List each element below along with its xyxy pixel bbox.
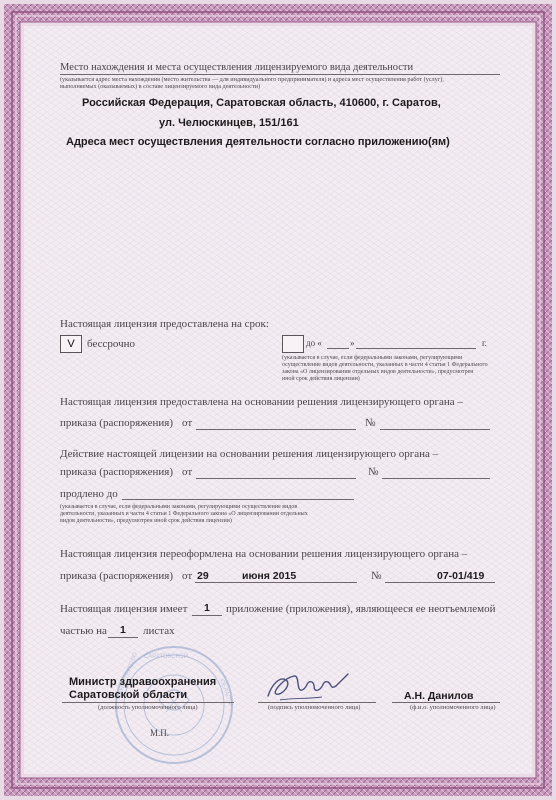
basis-label: Настоящая лицензия предоставлена на основании решения лицензирующего органа – [60, 396, 463, 408]
reissue-from: от [182, 570, 193, 582]
extension-order-label: приказа (распоряжения) [60, 466, 174, 478]
sign-caption: (подпись уполномоченного лица) [268, 704, 361, 711]
reissue-label: Настоящая лицензия переоформлена на основании решения лицензирующего органа – [60, 548, 468, 560]
reissue-month-year: июня 2015 [242, 570, 297, 582]
sheets-prefix: частью на [60, 625, 107, 637]
place-note-1: (указывается адрес места нахождения (место жительства — для индивидуального предпринимателя) и адреса мест осуществления работ (услуг), [60, 76, 444, 83]
appendix-prefix: Настоящая лицензия имеет [60, 603, 188, 615]
until-prefix: до « [306, 338, 322, 348]
extension-number-sign: № [368, 466, 379, 478]
svg-text:МИНИСТЕРСТВО: МИНИСТЕРСТВО [116, 651, 139, 701]
sheets-suffix: листах [143, 625, 175, 637]
term-label: Настоящая лицензия предоставлена на срок: [60, 318, 269, 330]
basis-order-label: приказа (распоряжения) [60, 417, 174, 429]
extension-note-1: (указывается в случае, если федеральными законами, регулирующими осуществление видов [60, 504, 298, 510]
handwritten-signature [262, 662, 352, 706]
extension-note-3: видов деятельности», предусмотрен иной срок действия лицензии) [60, 518, 232, 524]
term-note-3: закона «О лицензировании отдельных видов деятельности», предусмотрен [282, 369, 474, 375]
address-line-1: Российская Федерация, Саратовская область, 410600, г. Саратов, [82, 97, 441, 109]
stamp-place: М.П. [150, 728, 170, 738]
address-line-3: Адреса мест осуществления деятельности согласно приложению(ям) [66, 136, 450, 148]
svg-text:ОБЛАСТИ: ОБЛАСТИ [218, 678, 234, 708]
org-caption: (должность уполномоченного лица) [98, 704, 198, 711]
basis-number-sign: № [365, 417, 376, 429]
extended-until: продлено до [60, 488, 118, 500]
place-label: Место нахождения и места осуществления лицензируемого вида деятельности [60, 62, 414, 73]
unlimited-checkbox: V [60, 335, 82, 353]
svg-text:САРАТОВСКОЙ: САРАТОВСКОЙ [144, 654, 188, 660]
org-line-1: Министр здравоохранения [69, 676, 217, 688]
address-line-2: ул. Челюскинцев, 151/161 [159, 117, 299, 129]
name-caption: (ф.и.о. уполномоченного лица) [410, 704, 496, 711]
reissue-order-label: приказа (распоряжения) [60, 570, 174, 582]
term-note-2: осуществление видов деятельности, указанных в части 4 статьи 1 Федерального [282, 362, 488, 368]
reissue-number-sign: № [371, 570, 382, 582]
place-note-2: выполняемых (оказываемых) в составе лицензируемого вида деятельности) [60, 83, 261, 90]
reissue-day: 29 [197, 570, 209, 582]
unlimited-text: бессрочно [87, 338, 136, 350]
appendix-suffix: приложение (приложения), являющееся ее неотъемлемой [226, 603, 496, 615]
extension-from: от [182, 466, 193, 478]
reissue-order-number: 07-01/419 [437, 570, 485, 582]
until-mid: » [350, 338, 355, 348]
sheets-count: 1 [120, 624, 126, 636]
basis-from: от [182, 417, 193, 429]
signatory-name: А.Н. Данилов [404, 690, 474, 702]
org-line-2: Саратовской области [69, 689, 188, 701]
until-suffix: г. [482, 338, 487, 348]
extension-label: Действие настоящей лицензии на основании решения лицензирующего органа – [60, 448, 439, 460]
term-note-4: иной срок действия лицензии) [282, 376, 360, 382]
term-note-1: (указывается в случае, если федеральными законами, регулирующими [282, 355, 463, 361]
extension-note-2: деятельности, указанных в части 4 статьи 1 Федерального закона «О лицензировании отдельных [60, 511, 308, 517]
until-checkbox [282, 335, 304, 353]
appendix-count: 1 [204, 602, 210, 614]
